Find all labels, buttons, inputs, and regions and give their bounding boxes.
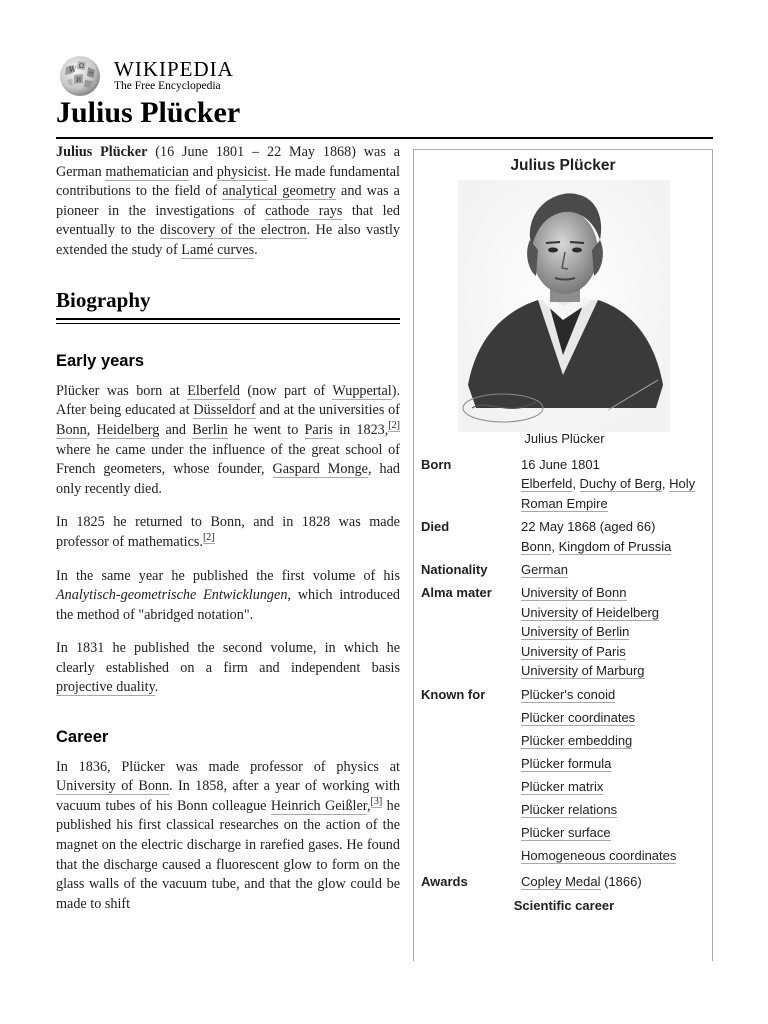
- section-divider: [56, 318, 400, 324]
- wordmark-title: WIKIPEDIA: [114, 56, 234, 81]
- link-elberfeld[interactable]: Elberfeld: [187, 382, 241, 399]
- infobox-row-awards: Awards Copley Medal (1866): [421, 872, 711, 891]
- value-alma-mater: [521, 583, 711, 680]
- link-wuppertal[interactable]: Wuppertal: [332, 382, 392, 399]
- link-heinrich-geissler[interactable]: Heinrich Geißler: [270, 797, 367, 814]
- early-years-paragraph-2: In 1825 he returned to Bonn, and in 1828 was made professor of mathematics.[2]: [56, 514, 400, 550]
- reference-link[interactable]: [3]: [370, 796, 383, 808]
- early-years-paragraph-1: Plücker was born at Elberfeld (now part of Wuppertal). After being educated at Düsseldorf and at the universities of Bonn, Heidelberg and Berlin he went to Paris in 1823,[2] where he came under the influence of the great school of French geometers, whose founder, Gaspard Monge, had only recently died.: [56, 382, 400, 497]
- link-cathode-rays[interactable]: cathode rays: [265, 202, 343, 219]
- infobox-row-born: [421, 455, 711, 513]
- infobox-row-known-for: [421, 685, 711, 869]
- label-died: Died: [421, 519, 450, 535]
- link-discovery-of-electron[interactable]: discovery of the electron: [160, 222, 307, 239]
- link-alma-mater[interactable]: University of Marburg: [521, 663, 645, 679]
- link-projective-duality[interactable]: projective duality: [56, 679, 155, 696]
- link-german[interactable]: German: [521, 562, 568, 578]
- link-analytical-geometry[interactable]: analytical geometry: [222, 183, 337, 200]
- infobox: [413, 149, 713, 961]
- link-lame-curves[interactable]: Lamé curves: [181, 241, 255, 258]
- link-elberfeld[interactable]: Elberfeld: [521, 476, 573, 492]
- portrait-image[interactable]: [458, 180, 670, 432]
- site-header: [56, 54, 234, 96]
- wordmark-tagline: The Free Encyclopedia: [114, 79, 221, 92]
- wordmark[interactable]: [114, 58, 234, 93]
- infobox-rows: [421, 455, 711, 895]
- intro-paragraph: Julius Plücker (16 June 1801 – 22 May 1868) was a German mathematician and physicist. He made fundamental contributions to the field of analytical geometry and was a pioneer in the investigations of cathode rays that led eventually to the discovery of the electron. He also vastly extended the study of Lamé curves.: [56, 144, 400, 258]
- link-alma-mater[interactable]: University of Bonn: [521, 585, 627, 601]
- link-holy-roman-empire[interactable]: Holy: [669, 476, 696, 492]
- wikipedia-globe-logo[interactable]: [56, 53, 104, 97]
- link-known-for[interactable]: Plücker surface: [521, 825, 611, 841]
- link-holy-roman-empire[interactable]: Roman Empire: [521, 495, 608, 511]
- link-alma-mater[interactable]: University of Paris: [521, 643, 626, 659]
- link-university-of-bonn[interactable]: University of Bonn: [56, 778, 170, 795]
- reference-link[interactable]: [2]: [388, 420, 400, 432]
- infobox-row-alma-mater: [421, 583, 711, 680]
- title-divider: [56, 137, 713, 139]
- link-gaspard-monge[interactable]: Gaspard Monge: [272, 461, 368, 478]
- link-bonn[interactable]: Bonn: [56, 421, 87, 438]
- early-years-paragraph-3: In the same year he published the first volume of his Analytisch-geometrische Entwicklungen, which introduced the method of "abridged notation".: [56, 567, 400, 623]
- page-title: Julius Plücker: [56, 96, 241, 129]
- link-berlin[interactable]: Berlin: [192, 421, 228, 438]
- svg-text:И: И: [76, 77, 82, 84]
- birth-date: 16 June 1801: [521, 457, 600, 472]
- link-duchy-of-berg[interactable]: Duchy of Berg: [579, 476, 662, 492]
- link-known-for[interactable]: Plücker relations: [521, 802, 618, 818]
- subsection-heading-career: Career: [56, 728, 109, 747]
- reference-link[interactable]: [2]: [202, 532, 215, 544]
- infobox-section-scientific-career: Scientific career: [513, 898, 615, 913]
- link-kingdom-of-prussia[interactable]: Kingdom of Prussia: [558, 538, 672, 554]
- label-alma-mater: Alma mater: [421, 585, 492, 601]
- svg-text:W: W: [69, 66, 77, 74]
- portrait-caption: Julius Plücker: [524, 431, 605, 446]
- article-body: [56, 143, 400, 928]
- link-mathematician[interactable]: mathematician: [105, 163, 189, 180]
- section-heading-biography: Biography: [56, 287, 151, 312]
- link-copley-medal[interactable]: Copley Medal: [521, 874, 601, 890]
- value-known-for: [521, 685, 711, 869]
- label-awards: Awards: [421, 874, 468, 890]
- death-date: 22 May 1868 (aged 66): [521, 519, 656, 535]
- early-years-paragraph-4: In 1831 he published the second volume, in which he clearly established on a firm and independent basis projective duality.: [56, 640, 400, 696]
- link-known-for[interactable]: Plücker embedding: [521, 733, 633, 749]
- link-known-for[interactable]: Plücker coordinates: [521, 710, 636, 726]
- link-paris[interactable]: Paris: [304, 421, 333, 438]
- link-dusseldorf[interactable]: Düsseldorf: [193, 402, 256, 419]
- value-born: 16 June 1801 Elberfeld, Duchy of Berg, Holy Roman Empire: [521, 455, 711, 513]
- book-title: Analytisch-geometrische Entwicklungen: [56, 587, 288, 604]
- infobox-row-nationality: [421, 560, 711, 579]
- infobox-row-died: [421, 517, 711, 556]
- svg-text:ウ: ウ: [88, 71, 95, 78]
- link-known-for[interactable]: Plücker formula: [521, 756, 612, 772]
- infobox-title: Julius Plücker: [510, 157, 616, 174]
- link-alma-mater[interactable]: University of Heidelberg: [521, 604, 660, 620]
- label-nationality: Nationality: [421, 562, 488, 578]
- career-paragraph-1: In 1836, Plücker was made professor of physics at University of Bonn. In 1858, after a year of working with vacuum tubes of his Bonn colleague Heinrich Geißler,[3] he published his first classical researches on the action of the magnet on the electric discharge in rarefied gases. He found that the discharge caused a fluorescent glow to form on the glass walls of the vacuum tube, and that the glow could be made to shift: [56, 758, 400, 912]
- link-known-for[interactable]: Plücker's conoid: [521, 687, 616, 703]
- subject-name: Julius Plücker: [56, 144, 148, 160]
- label-known-for: Known for: [421, 687, 486, 703]
- link-physicist[interactable]: physicist: [216, 163, 268, 180]
- link-known-for[interactable]: Plücker matrix: [521, 779, 604, 795]
- value-died: 22 May 1868 (aged 66) Bonn, Kingdom of Prussia: [521, 517, 711, 556]
- link-heidelberg[interactable]: Heidelberg: [96, 421, 160, 438]
- svg-text:Ω: Ω: [79, 63, 84, 70]
- subsection-heading-early-years: Early years: [56, 352, 145, 371]
- link-known-for[interactable]: Homogeneous coordinates: [521, 848, 677, 864]
- link-alma-mater[interactable]: University of Berlin: [521, 624, 630, 640]
- label-born: Born: [421, 457, 452, 472]
- link-bonn[interactable]: Bonn: [521, 538, 552, 554]
